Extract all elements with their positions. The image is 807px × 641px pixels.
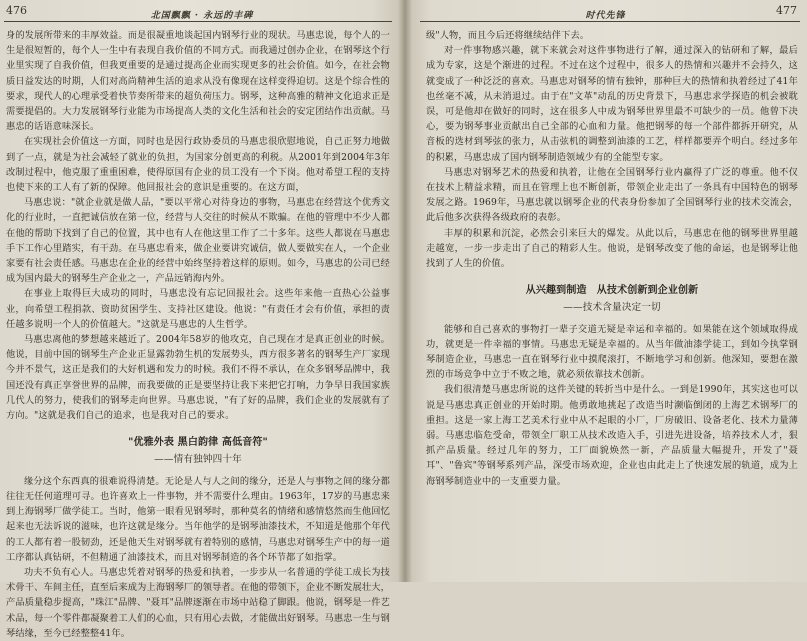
paragraph: 我们很清楚马惠忠所说的这件关键的转折当中是什么。一到是1990年，其实这也可以说是马惠忠真正创业的开始时期。他勇敢地挑起了改造当时濒临倒闭的上海艺术钢琴厂的重担。这是一家上海工艺美术行业中从不起眼的小厂，厂房破旧、设备老化、技术力量薄弱。马惠忠临危受命，带领全厂职工从技术改造入手，引进先进设备，培养技术人才，狠抓产品质量。经过几年的努力，工厂面貌焕然一新，产品质量大幅提升，开发了"聂耳"、"鲁宾"等钢琴系列产品，深受市场欢迎，企业也由此走上了快速发展的轨道，成为上海钢琴制造业中的一支重要力量。 — [426, 384, 798, 487]
paragraph: 在实现社会价值这一方面，同时也是因行政协委员的马惠忠很欣慰地说，自己正努力地做到了一点，就是为社会减轻了就业的负担，为国家分创更高的利税。从2001年到2004年3年改制过程中，他克服了重重困难，使得原国有企业的员工没有一个下岗。他对希望工程的支持也使下来的工人有了新的保障。他回报社会的意识是重要的。在这方面， — [6, 136, 390, 194]
paragraph: 在事业上取得巨大成功的同时，马惠忠没有忘记回报社会。这些年来他一直热心公益事业，向希望工程捐款、资助贫困学生、支持社区建设。他说："有责任才会有价值，承担的责任越多说明一个人的价值越大。"这就是马惠忠的人生哲学。 — [6, 288, 390, 330]
right-header-rule — [420, 21, 800, 22]
section-heading: 从兴趣到制造 从技术创新到企业创新 — [525, 285, 699, 297]
paragraph: 马惠忠对钢琴艺术的热爱和执着，让他在全国钢琴行业内赢得了广泛的尊重。他不仅在技术上精益求精，而且在管理上也不断创新，带领企业走出了一条具有中国特色的钢琴发展之路。1969年，马惠忠就以钢琴企业的代表身份参加了全国钢琴行业的技术交流会，此后他多次获得各级政府的表彰。 — [426, 166, 798, 224]
paragraph: 马惠忠离他的梦想越来越近了。2004年58岁的他攻克，自己现在才是真正创业的时候。他说，目前中国的钢琴生产企业正显露勃勃生机的发展势头，西方很多著名的钢琴生产厂家现今并不景气，这正是我们的大好机遇和发力的时候。我们不得不承认，在众多钢琴品牌中，我国还没有真正享誉世界的品牌，而我要做的正是要坚持让我下来把它打响，力争早日我国家族几代人的努力，使我们的钢琴走向世界。马惠忠说，"有了好的品牌，我们企业的发展就有了方向。"这就是我们自己的追求，也是我对自己的要求。 — [6, 334, 390, 422]
paragraph: 身的发展所带来的丰厚效益。而是很凝重地谈起国内钢琴行业的现状。马惠忠说，每个人的一生是很短暂的，每个人一生中有表现自我价值的不同方式。而我通过创办企业，在钢琴这个行业里实现了自我价值，但我更重要的是通过提高企业而实现更多的社会价值。如今，在社会物质日益发达的时期，人们对高尚精神生活的追求从没有像现在这样变得迫切。这是个综合性的要求，现代人的心理承受着快节奏所带来的超负荷压力。钢琴，这种高雅的精神文化追求正是需要提倡的。大力发展钢琴行业能为市场提高人类的文化生活和社会的安定团结作出贡献。马惠忠的话语意味深长。 — [6, 30, 390, 133]
paragraph: 马惠忠说："就企业就是做人品，"要以平常心对待身边的事物，马惠忠在经营这个优秀文化的行业时，一直把诚信放在第一位，经营与人交往的时候从不欺骗。在他的管理中不少人都在他的帮助下找到了自己的位置，其中也有人在他这里工作了二十多年。这些人都说在马惠忠手下工作心里踏实，有干劲。在马惠忠看来，做企业要讲究诚信，做人要做实在人，一个企业家要有社会责任感。马惠忠在企业的经营中始终坚持着这样的原则。如今，马惠忠的公司已经成为国内最大的钢琴生产企业之一，产品远销海内外。 — [6, 197, 390, 285]
paragraph: 丰厚的积累和沉淀，必然会引来巨大的爆发。从此以后，马惠忠在他的钢琴世界里越走越宽，一步一步走出了自己的精彩人生。他说，是钢琴改变了他的命运，也是钢琴让他找到了人生的价值。 — [426, 227, 798, 270]
left-running-head: 北国飘飘 · 永远的丰碑 — [150, 11, 254, 21]
paragraph: 对一件事物感兴趣，就下来就会对这件事物进行了解，通过深入的钻研和了解，最后成为专家，这是个渐进的过程。不过在这个过程中，很多人的热情和兴趣并不会持久，这就变成了一种泛泛的喜欢。马惠忠对钢琴的情有独钟，那种巨大的热情和执着经过了41年也丝毫不减，从未消退过。由于在"文革"动乱的历史背景下，马惠忠求学探造的机会被耽误，可是他却在做好的同时，这在很多人中成为钢琴世界里最不可缺少的一员。他曾下决心，要为钢琴事业贡献出自己全部的心血和力量。他把钢琴的每一个部件都拆开研究，从音板的选材到琴弦的张力，从击弦机的调整到油漆的工艺，样样都要弄个明白。经过多年的积累，马惠忠成了国内钢琴制造领域少有的全能型专家。 — [426, 45, 798, 163]
book-spine-shadow — [398, 0, 412, 582]
section-subheading: ——情有独钟四十年 — [154, 454, 242, 466]
right-page-body — [426, 28, 798, 489]
left-page — [0, 0, 404, 639]
right-page — [404, 0, 807, 582]
left-header-rule — [4, 21, 392, 22]
left-page-body — [6, 28, 390, 641]
right-page-number: 477 — [776, 4, 797, 17]
left-page-number: 476 — [6, 4, 27, 17]
paragraph: 缘分这个东西真的很难说得清楚。无论是人与人之间的缘分，还是人与事物之间的缘分都往往无任何道理可寻。也许喜欢上一件事物，并不需要什么理由。1963年，17岁的马惠忠来到上海钢琴厂做学徒工。当时，他第一眼看见钢琴时，那种莫名的情绪和感情悠然而生他回忆起来也无法诉说的滋味，也许这就是缘分。当年他学的是钢琴油漆技术，不知道是他那个年代的工人都有着一股韧劲，还是他天生对钢琴就有着特别的感情，马惠忠对钢琴生产中的每一道工序都认真钻研，不但精通了油漆技术，而且对钢琴制造的各个环节都了如指掌。 — [6, 475, 390, 563]
section-heading: "优雅外表 黑白韵律 高低音符" — [128, 437, 268, 449]
right-running-head: 时代先锋 — [585, 11, 626, 21]
paragraph: 级"人物，而且今后还将继续结伴下去。 — [426, 30, 590, 41]
paragraph: 能够和自己喜欢的事物打一辈子交道无疑是幸运和幸福的。如果能在这个领域取得成功，就更是一件幸福的事情。马惠忠无疑是幸福的。从当年做油漆学徒工，到如今执掌钢琴制造企业，马惠忠一直在钢琴行业中摸爬滚打，不断地学习和创新。他深知，要想在激烈的市场竞争中立于不败之地，就必须依靠技术创新。 — [426, 323, 798, 381]
paragraph: 功夫不负有心人。马惠忠凭着对钢琴的热爱和执着，一步步从一名普通的学徒工成长为技术骨干、车间主任，直至后来成为上海钢琴厂的领导者。在他的带领下，企业不断发展壮大，产品质量稳步提高，"珠江"品牌、"聂耳"品牌逐渐在市场中站稳了脚跟。他说，钢琴是一件艺术品，每一个零件都凝聚着工人们的心血，只有用心去做，才能做出好钢琴。马惠忠一生与钢琴结缘，至今已经整整41年。 — [6, 566, 390, 639]
section-subheading: ——技术含量决定一切 — [563, 302, 661, 314]
